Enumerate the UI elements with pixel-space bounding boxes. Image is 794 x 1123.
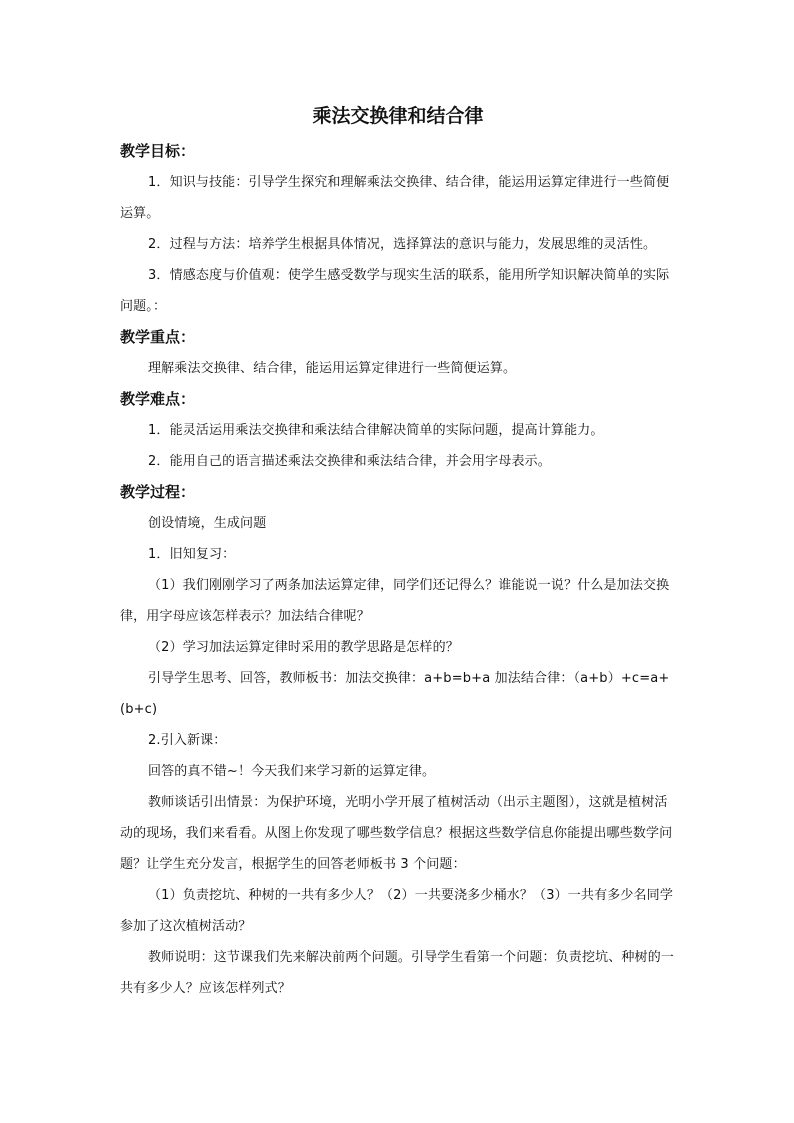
section-heading-key-points: 教学重点： bbox=[120, 328, 196, 346]
paragraph: 1．旧知复习： bbox=[148, 547, 236, 562]
paragraph: 创设情境，生成问题 bbox=[148, 516, 267, 531]
section-process bbox=[120, 477, 676, 1004]
section-heading-difficulties: 教学难点： bbox=[120, 390, 196, 408]
paragraph: 2．过程与方法：培养学生根据具体情况，选择算法的意识与能力，发展思维的灵活性。 bbox=[148, 237, 657, 252]
paragraph: 教师谈话引出情景：为保护环境，光明小学开展了植树活动（出示主题图），这就是植树活动的现场，我们来看看。从图上你发现了哪些数学信息？根据这些数学信息你能提出哪些数学问题？让学生充分发言，根据学生的回答老师板书 3 个问题： bbox=[120, 795, 673, 872]
document-title: 乘法交换律和结合律 bbox=[312, 105, 484, 127]
section-objectives bbox=[120, 136, 676, 322]
paragraph: 引导学生思考、回答，教师板书：加法交换律：a+b=b+a 加法结合律：（a+b）+c=a+(b+c) bbox=[120, 671, 670, 717]
paragraph: 3．情感态度与价值观：使学生感受数学与现实生活的联系，能用所学知识解决简单的实际问题。： bbox=[120, 268, 670, 314]
paragraph: （2）学习加法运算定律时采用的教学思路是怎样的？ bbox=[148, 640, 459, 655]
paragraph: （1）我们刚刚学习了两条加法运算定律，同学们还记得么？谁能说一说？什么是加法交换律，用字母应该怎样表示？加法结合律呢？ bbox=[120, 578, 670, 624]
paragraph: （1）负责挖坑、种树的一共有多少人？（2）一共要浇多少桶水？（3）一共有多少名同学参加了这次植树活动？ bbox=[120, 888, 673, 934]
paragraph: 教师说明：这节课我们先来解决前两个问题。引导学生看第一个问题：负责挖坑、种树的一共有多少人？应该怎样列式？ bbox=[120, 950, 675, 996]
document-page bbox=[120, 96, 676, 1004]
section-difficulties bbox=[120, 384, 676, 477]
section-key-points bbox=[120, 322, 676, 384]
paragraph: 1．能灵活运用乘法交换律和乘法结合律解决简单的实际问题，提高计算能力。 bbox=[148, 423, 604, 438]
paragraph: 2．能用自己的语言描述乘法交换律和乘法结合律，并会用字母表示。 bbox=[148, 454, 551, 469]
section-heading-objectives: 教学目标： bbox=[120, 142, 196, 160]
section-heading-process: 教学过程： bbox=[120, 483, 196, 501]
paragraph: 理解乘法交换律、结合律，能运用运算定律进行一些简便运算。 bbox=[148, 361, 517, 376]
paragraph: 回答的真不错~！今天我们来学习新的运算定律。 bbox=[148, 764, 436, 779]
paragraph: 2.引入新课： bbox=[148, 733, 227, 748]
paragraph: 1．知识与技能：引导学生探究和理解乘法交换律、结合律，能运用运算定律进行一些简便运算。 bbox=[120, 175, 670, 221]
